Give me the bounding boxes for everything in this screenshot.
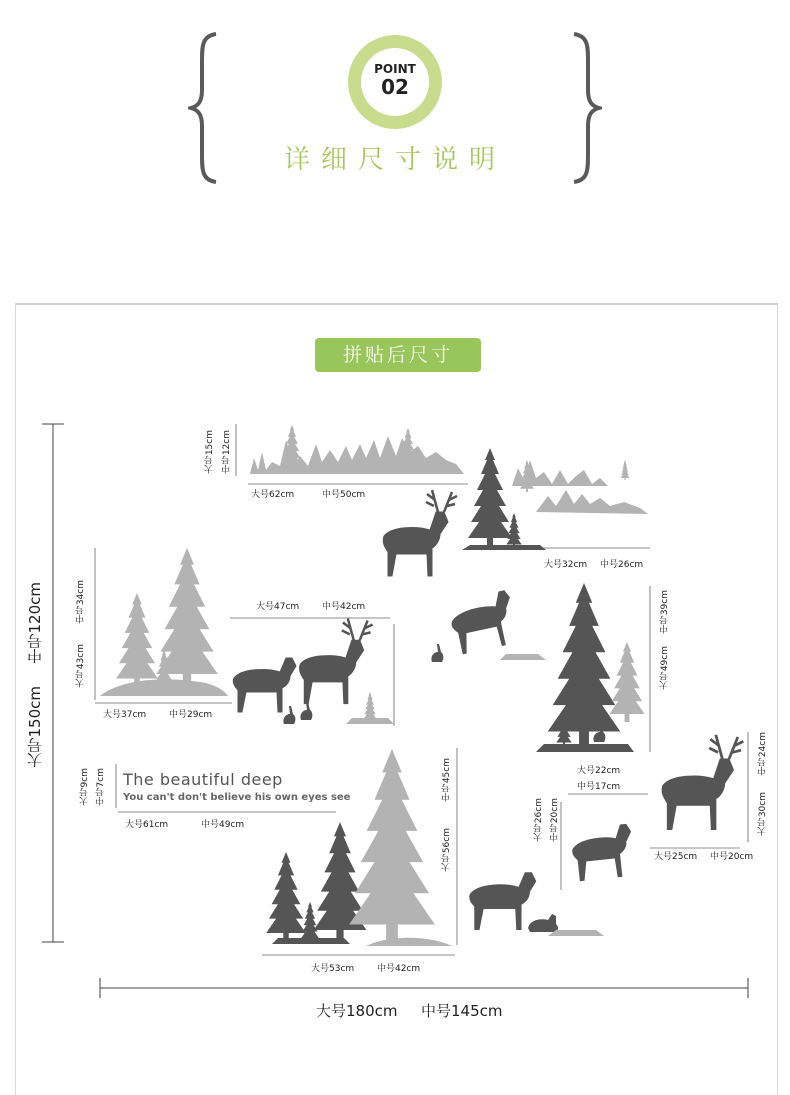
pines-height-medium: 中号34cm xyxy=(76,580,86,624)
total-width-medium: 中号145cm xyxy=(421,1002,503,1020)
stag-width-large: 大号25cm xyxy=(654,852,698,862)
forest2-height-large: 大号56cm xyxy=(442,828,452,872)
top-forest-height-medium: 中号12cm xyxy=(222,430,232,474)
pines-width-medium: 中号29cm xyxy=(169,710,213,720)
text-width-large: 大号61cm xyxy=(125,820,169,830)
stag-width-medium: 中号20cm xyxy=(710,852,754,862)
tall-tree-height-large: 大号49cm xyxy=(660,646,670,690)
elk-tree-width-large: 大号32cm xyxy=(544,560,588,570)
text-height-medium: 中号7cm xyxy=(96,768,106,806)
text-height-large: 大号9cm xyxy=(80,768,90,806)
top-forest-width-large: 大号62cm xyxy=(251,490,295,500)
total-height-large: 大号150cm xyxy=(26,686,44,768)
phrase-title: The beautiful deep xyxy=(123,770,283,789)
fawn-height-medium: 中号20cm xyxy=(550,798,560,842)
point-word: POINT xyxy=(374,62,416,76)
stag-height-medium: 中号24cm xyxy=(758,732,768,776)
tall-tree-width-large: 大号22cm xyxy=(577,766,621,776)
fawn-height-large: 大号26cm xyxy=(534,798,544,842)
total-height-medium: 中号120cm xyxy=(26,582,44,664)
stag-height-large: 大号30cm xyxy=(758,792,768,836)
pines-height-large: 大号43cm xyxy=(76,644,86,688)
point-number: 02 xyxy=(381,75,409,99)
deer-pair-width-medium: 中号42cm xyxy=(322,602,366,612)
tall-tree-width-medium: 中号17cm xyxy=(577,782,621,792)
forest2-width-medium: 中号42cm xyxy=(377,964,421,974)
text-width-medium: 中号49cm xyxy=(201,820,245,830)
total-width-large: 大号180cm xyxy=(316,1002,398,1020)
phrase-subtitle: You can't don't believe his own eyes see xyxy=(123,792,351,803)
pines-width-large: 大号37cm xyxy=(103,710,147,720)
section-title: 详细尺寸说明 xyxy=(283,145,506,175)
tall-tree-height-medium: 中号39cm xyxy=(660,590,670,634)
top-forest-height-large: 大号15cm xyxy=(205,430,215,474)
elk-tree-width-medium: 中号26cm xyxy=(600,560,644,570)
deer-pair-width-large: 大号47cm xyxy=(256,602,300,612)
top-forest-width-medium: 中号50cm xyxy=(322,490,366,500)
section-badge: 拼贴后尺寸 xyxy=(315,338,481,372)
forest2-height-medium: 中号45cm xyxy=(442,758,452,802)
forest2-width-large: 大号53cm xyxy=(311,964,355,974)
